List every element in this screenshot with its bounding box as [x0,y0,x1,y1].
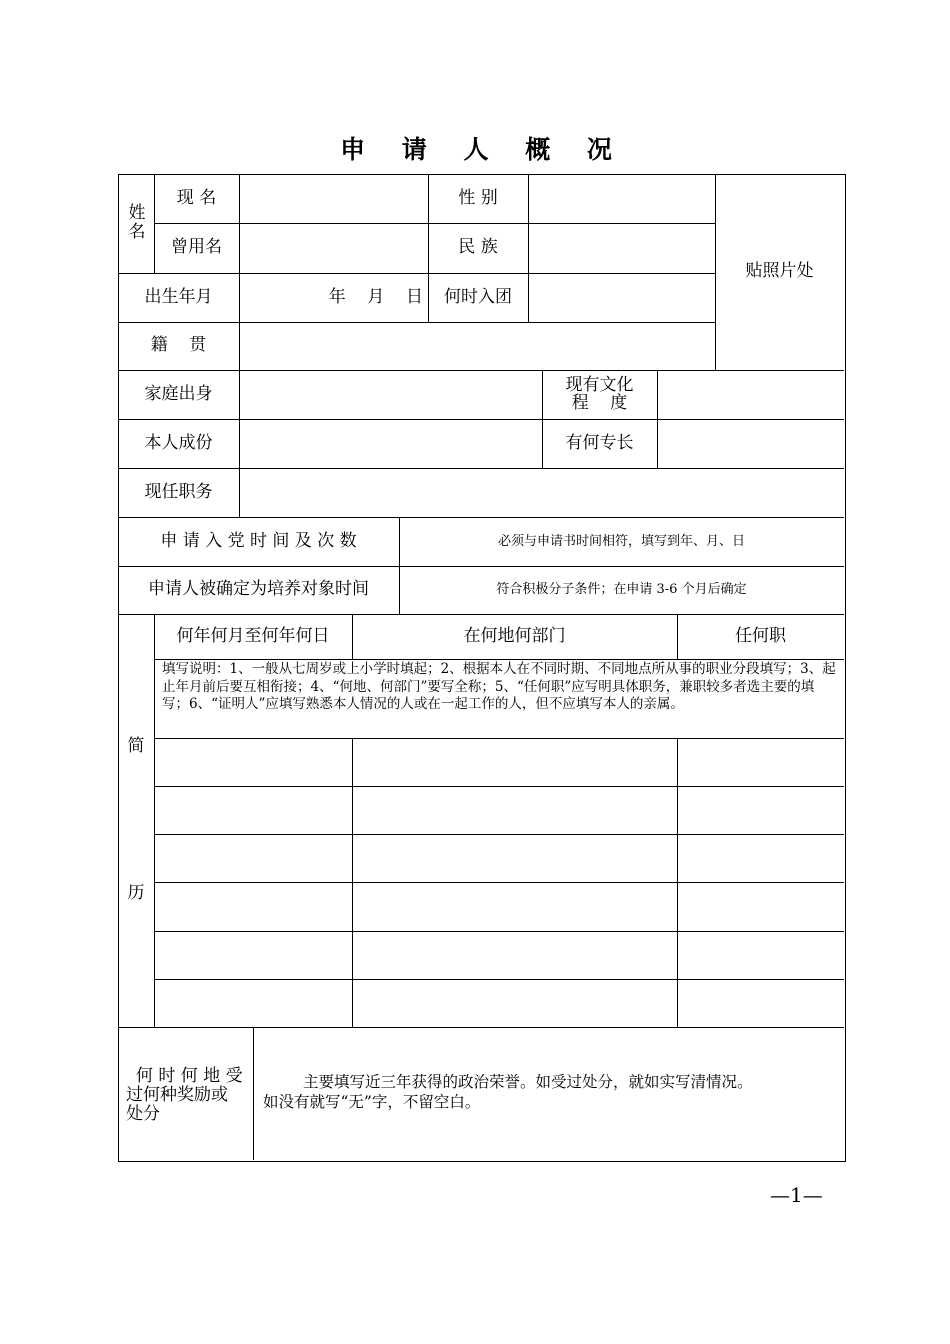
awards-label-line3: 处分 [126,1104,160,1124]
current-position-field[interactable] [239,468,844,517]
table-row[interactable] [154,882,844,931]
awards-text-line2: 如没有就写“无”字，不留空白。 [263,1093,481,1111]
awards-label-line1: 何 时 何 地 受 [136,1066,243,1086]
table-row[interactable] [154,834,844,882]
resume-col-period: 何年何月至何年何日 [176,625,330,646]
awards-field[interactable] [263,1072,841,1112]
row-divider [154,659,844,660]
specialty-field[interactable] [657,419,844,468]
table-row[interactable] [154,979,844,1027]
family-origin-label: 家庭出身 [144,383,213,404]
page-title: 申 请 人 概 况 [340,135,626,164]
resume-col-position: 任何职 [735,625,786,646]
education-label-line1: 现有文化 [565,374,634,395]
ethnicity-field[interactable] [528,223,715,273]
row-divider [118,1027,844,1028]
birth-date-label: 出生年月 [144,286,213,307]
native-place-label: 籍 贯 [150,335,207,356]
specialty-label: 有何专长 [565,432,634,453]
personal-status-label: 本人成份 [144,432,213,453]
page-number: —1— [770,1183,823,1207]
league-join-label: 何时入团 [444,286,512,307]
personal-status-field[interactable] [239,419,542,468]
gender-field[interactable] [528,174,715,223]
awards-label-line2: 过何种奖励或 [126,1085,228,1105]
ethnicity-label: 民 族 [458,237,498,258]
col-divider [253,1027,254,1160]
table-row[interactable] [154,786,844,834]
training-time-hint[interactable]: 符合积极分子条件；在申请 3-6 个月后确定 [496,582,747,598]
education-label [542,370,657,419]
application-time-label: 申 请 入 党 时 间 及 次 数 [160,530,357,551]
native-place-field[interactable] [239,322,715,370]
resume-label-bottom: 历 [127,883,145,904]
league-join-field[interactable] [528,273,715,322]
awards-label [126,1067,251,1124]
table-row[interactable] [154,931,844,979]
former-name-field[interactable] [239,223,428,273]
education-label-line2: 程 度 [571,392,628,413]
gender-label: 性 别 [458,187,498,208]
resume-col-place: 在何地何部门 [463,625,566,646]
current-position-label: 现任职务 [144,481,213,502]
awards-text-line1: 主要填写近三年获得的政治荣誉。如受过处分，就如实写清情况。 [303,1073,753,1091]
family-origin-field[interactable] [239,370,542,419]
training-time-label: 申请人被确定为培养对象时间 [148,579,369,600]
resume-note: 填写说明：1、一般从七周岁或上小学时填起；2、根据本人在不同时期、不同地点所从事的职业分段填写；3、起止年月前后要互相衔接；4、“何地、何部门”要写全称；5、“任何职”应写明具体职务，兼职较多者选主要的填写；6、“证明人”应填写熟悉本人情况的人或在一起工作的人，但不应填写本人的亲属。 [162,661,836,712]
current-name-label: 现 名 [176,187,217,208]
resume-label-top: 简 [127,736,145,757]
application-time-hint[interactable]: 必须与申请书时间相符，填写到年、月、日 [497,533,745,549]
former-name-label: 曾用名 [171,237,222,258]
name-group-label: 姓名 [128,203,146,242]
birth-date-field[interactable]: 年 月 日 [328,286,423,307]
current-name-field[interactable] [239,174,428,223]
photo-placeholder: 贴照片处 [745,261,814,282]
education-field[interactable] [657,370,844,419]
table-row[interactable] [154,738,844,786]
